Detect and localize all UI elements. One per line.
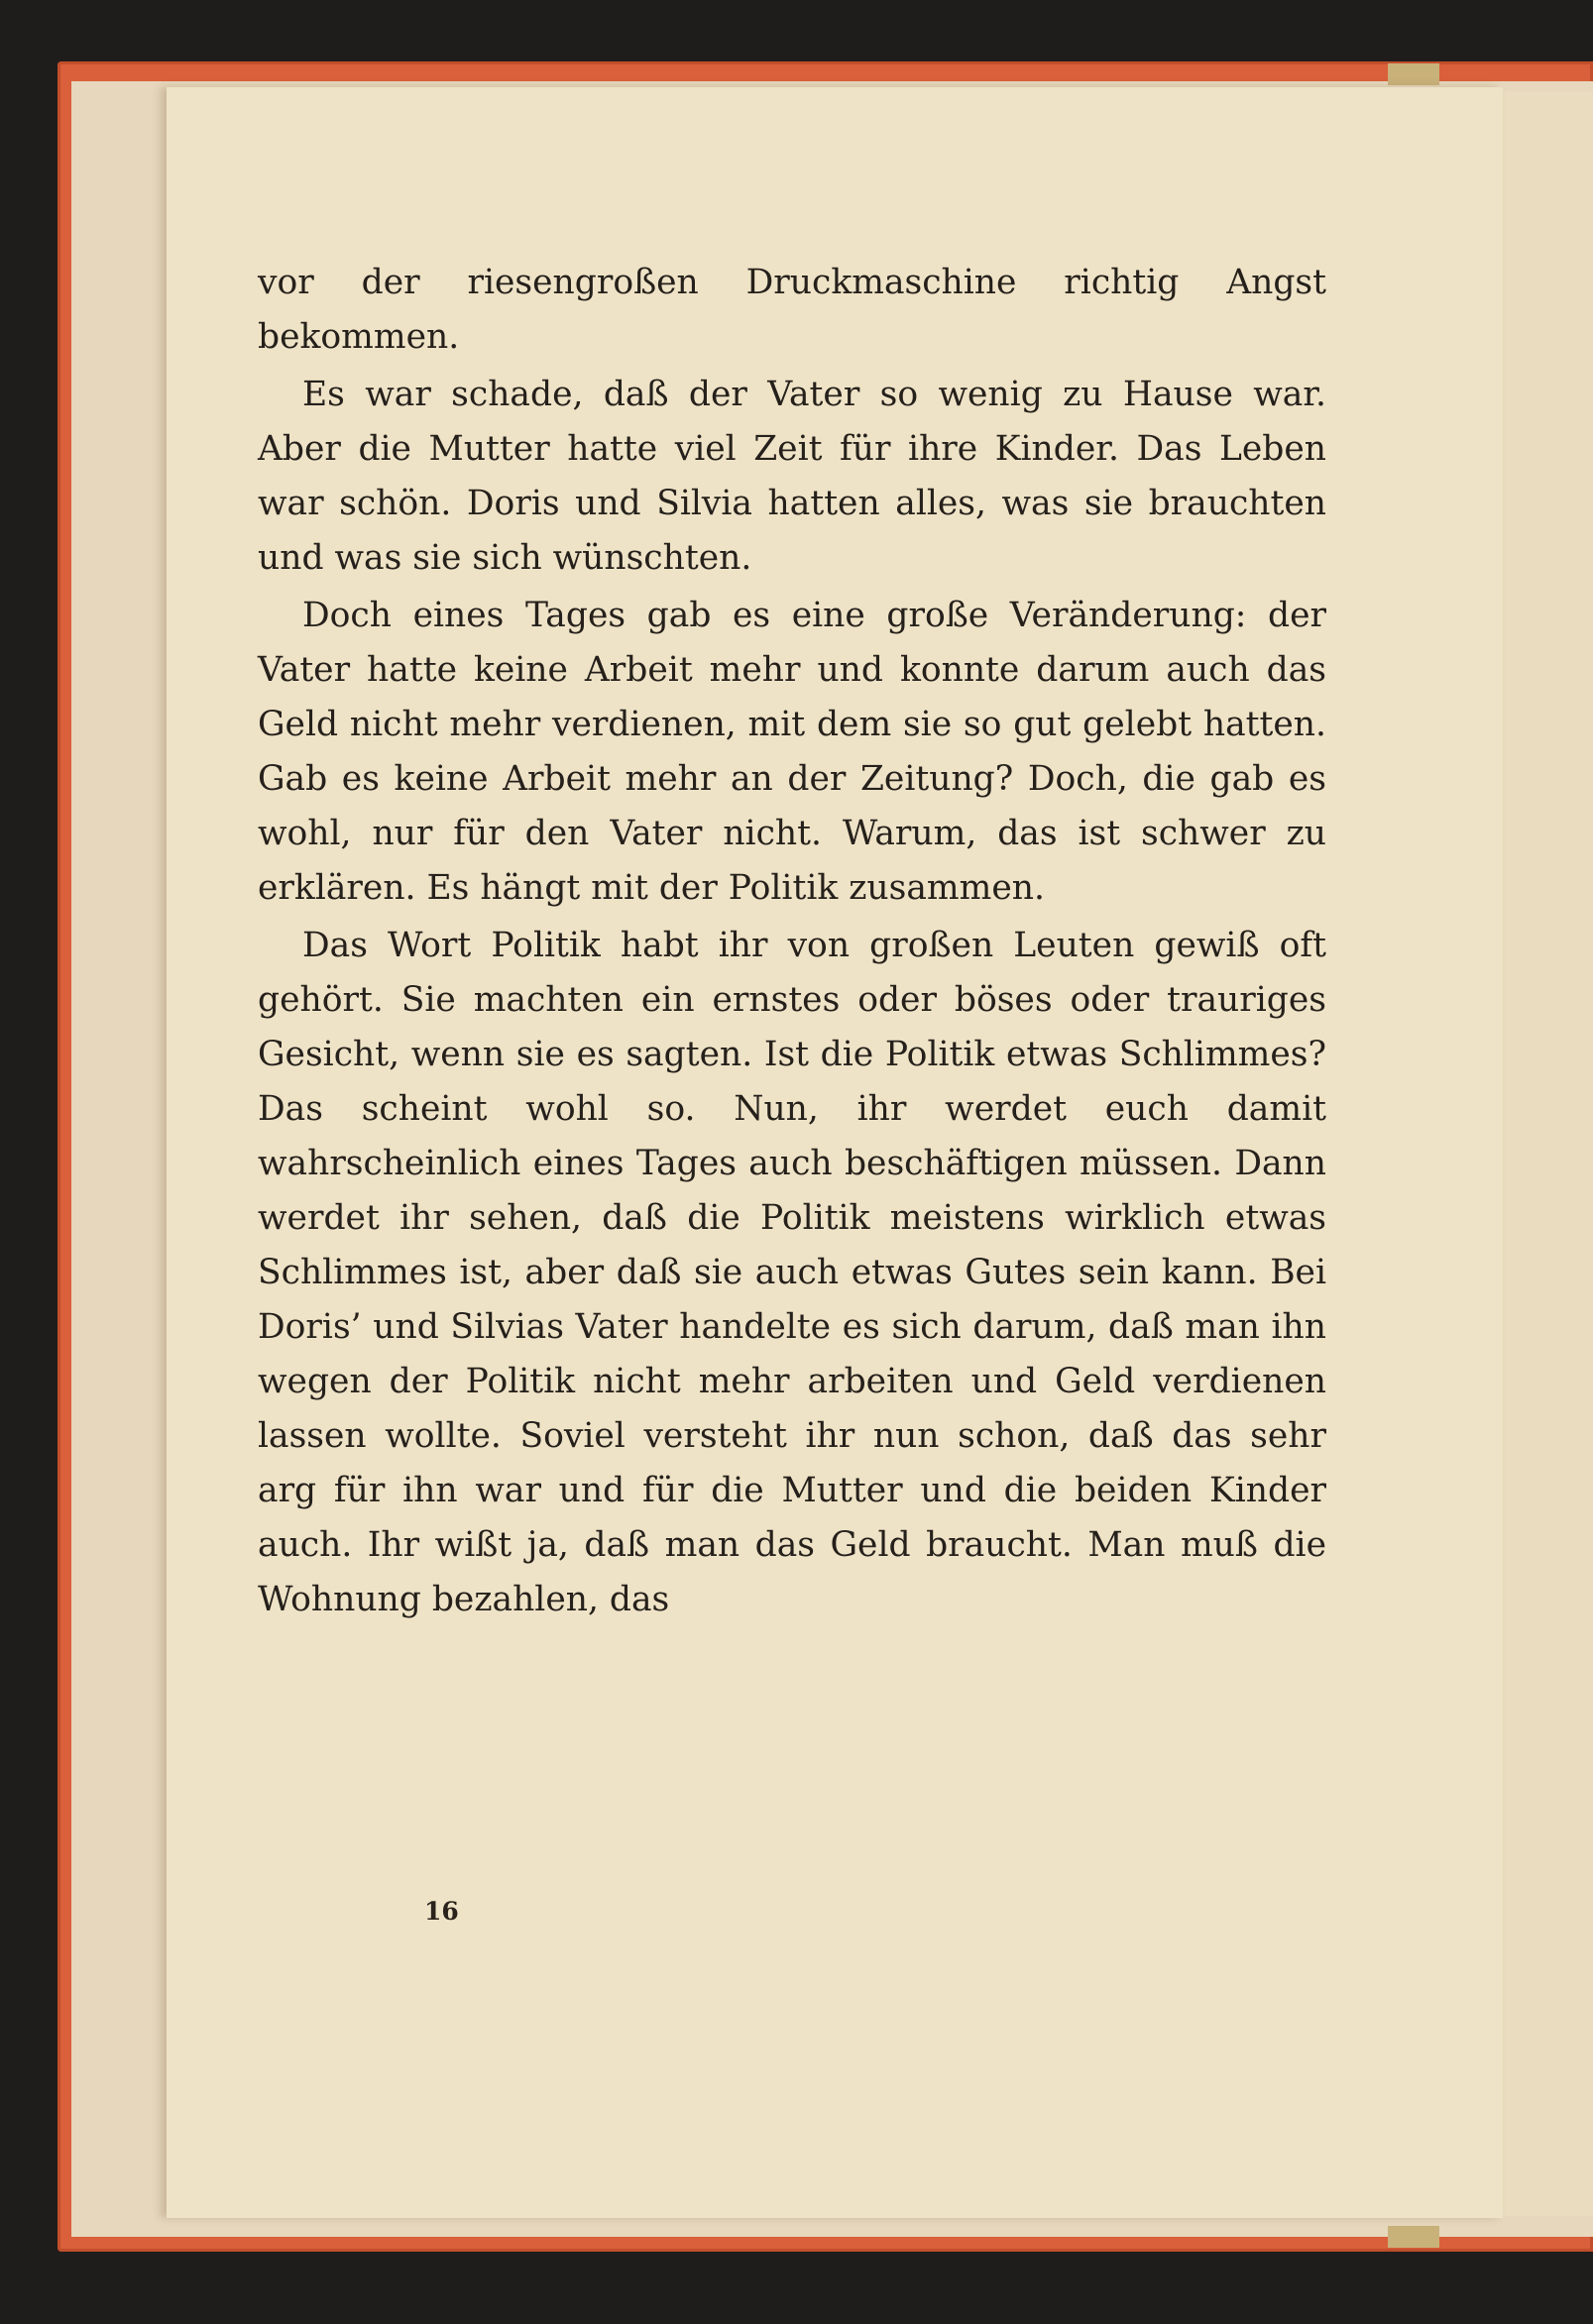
facing-page-edge xyxy=(1495,91,1593,2216)
spine-headband xyxy=(1388,63,1439,85)
paragraph-3: Doch eines Tages gab es eine große Veränderung: der Vater hatte keine Arbeit mehr und konnte darum auch das Geld nicht mehr verdienen, mit dem sie so gut gelebt hatten. Gab es keine Arbeit mehr an der Zeitung? Doch, die gab es wohl, nur für den Vater nicht. Warum, das ist schwer zu erklären. Es hängt mit der Politik zusammen. xyxy=(258,596,1326,908)
page-text xyxy=(258,256,1326,1630)
spine-tailband xyxy=(1388,2226,1439,2248)
paragraph-2: Es war schade, daß der Vater so wenig zu Hause war. Aber die Mutter hatte viel Zeit für ihre Kinder. Das Leben war schön. Doris und Silvia hatten alles, was sie brauchten und was sie sich wünschten. xyxy=(258,375,1326,578)
page-number: 16 xyxy=(424,1897,459,1926)
paragraph-4: Das Wort Politik habt ihr von großen Leuten gewiß oft gehört. Sie machten ein ernstes oder böses oder trauriges Gesicht, wenn sie es sagten. Ist die Politik etwas Schlimmes? Das scheint wohl so. Nun, ihr werdet euch damit wahrscheinlich eines Tages auch beschäftigen müssen. Dann werdet ihr sehen, daß die Politik meistens wirklich etwas Schlimmes ist, aber daß sie auch etwas Gutes sein kann. Bei Doris’ und Silvias Vater handelte es sich darum, daß man ihn wegen der Politik nicht mehr arbeiten und Geld verdienen lassen wollte. Soviel versteht ihr nun schon, daß das sehr arg für ihn war und für die Mutter und die beiden Kinder auch. Ihr wißt ja, daß man das Geld braucht. Man muß die Wohnung bezahlen, das xyxy=(258,926,1326,1619)
paragraph-1: vor der riesengroßen Druckmaschine richtig Angst bekommen. xyxy=(258,263,1326,357)
